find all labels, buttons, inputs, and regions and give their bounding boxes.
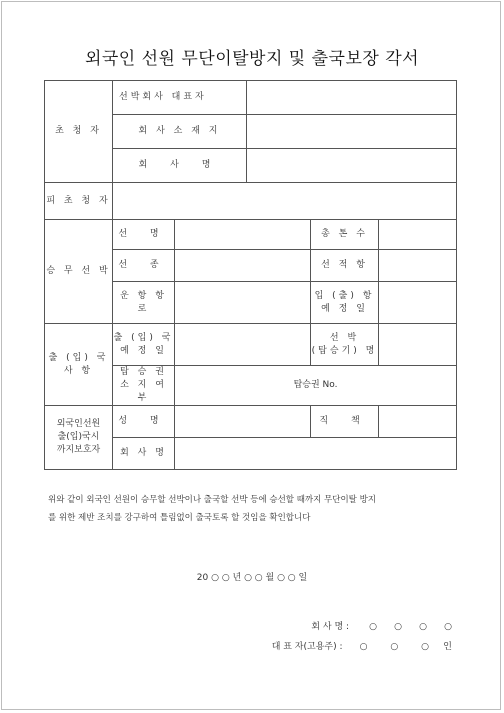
guarantor-section-label: [45, 406, 113, 470]
port-of-registry-label: 선 적 항: [311, 250, 379, 282]
vessel-name-field[interactable]: [379, 324, 457, 366]
gross-tonnage-field[interactable]: [379, 220, 457, 250]
ticket-possession-label-line2: 소 지 여 부: [120, 380, 167, 403]
guarantor-name-label: 성 명: [113, 406, 175, 438]
company-name-label: 회 사 명: [113, 149, 247, 183]
vessel-name-label-line2: (탑승기) 명: [311, 345, 378, 356]
ship-type-field[interactable]: [175, 250, 311, 282]
guarantor-company-field[interactable]: [175, 438, 457, 470]
route-label: 운 항 항 로: [113, 282, 175, 324]
shipping-company-rep-label: 선박회사 대표자: [113, 81, 247, 115]
signature-representative-line: 대 표 자(고용주) : ○ ○ ○ 인: [271, 642, 452, 652]
guarantor-position-field[interactable]: [379, 406, 457, 438]
invitee-field[interactable]: [113, 183, 457, 220]
gross-tonnage-label: 총 톤 수: [311, 220, 379, 250]
ship-section-label: 승 무 선 박: [45, 220, 113, 324]
company-address-field[interactable]: [247, 115, 457, 149]
vessel-name-label-line1: 선 박: [329, 332, 360, 343]
port-date-label: [311, 282, 379, 324]
ship-type-label: 선 종: [113, 250, 175, 282]
departure-date-label-line1: 출 (입) 국: [113, 332, 174, 343]
port-date-field[interactable]: [379, 282, 457, 324]
ticket-possession-label: [113, 366, 175, 406]
guarantor-label-line1: 외국인선원: [56, 419, 101, 429]
date-line: 20 ○ ○ 년 ○ ○ 월 ○ ○ 일: [196, 573, 308, 583]
guarantor-label-line2: 출(입)국시: [57, 432, 100, 442]
inviter-section-label: 초 청 자: [45, 81, 113, 183]
guarantor-position-label: 직 책: [311, 406, 379, 438]
vessel-name-label: [311, 324, 379, 366]
ticket-possession-label-line1: 탑 승 권: [120, 367, 167, 377]
invitee-section-label: 피 초 청 자: [45, 183, 113, 220]
port-date-label-line2: 예 정 일: [321, 303, 368, 314]
ticket-number-field[interactable]: [175, 366, 457, 406]
route-field[interactable]: [175, 282, 311, 324]
departure-section-label-line1: 출 (입) 국: [48, 352, 109, 363]
signature-company-line: 회 사 명 : ○ ○ ○ ○: [311, 622, 452, 632]
departure-date-field[interactable]: [175, 324, 311, 366]
company-address-label: 회 사 소 재 지: [113, 115, 247, 149]
departure-section-label-line2: 사 항: [63, 365, 94, 376]
pledge-form-table: [44, 80, 457, 470]
shipping-company-rep-field[interactable]: [247, 81, 457, 115]
departure-section-label: [45, 324, 113, 406]
company-name-field[interactable]: [247, 149, 457, 183]
confirmation-statement: 위와 같이 외국인 선원이 승무할 선박이나 출국할 선박 등에 승선할 때까지 무단이탈 방지 를 위한 제반 조치를 강구하여 틀림없이 출국토록 할 것임을 확인합니다: [48, 495, 377, 523]
departure-date-label: [113, 324, 175, 366]
port-date-label-line1: 입 (출) 항: [314, 290, 375, 301]
document-title: 외국인 선원 무단이탈방지 및 출국보장 각서: [84, 49, 420, 69]
port-of-registry-field[interactable]: [379, 250, 457, 282]
guarantor-label-line3: 까지보호자: [56, 445, 101, 455]
departure-date-label-line2: 예 정 일: [120, 345, 167, 356]
ship-name-label: 선 명: [113, 220, 175, 250]
guarantor-name-field[interactable]: [175, 406, 311, 438]
ship-name-field[interactable]: [175, 220, 311, 250]
guarantor-company-label: 회 사 명: [113, 438, 175, 470]
ticket-number-label: 탑승권 No.: [293, 380, 338, 390]
